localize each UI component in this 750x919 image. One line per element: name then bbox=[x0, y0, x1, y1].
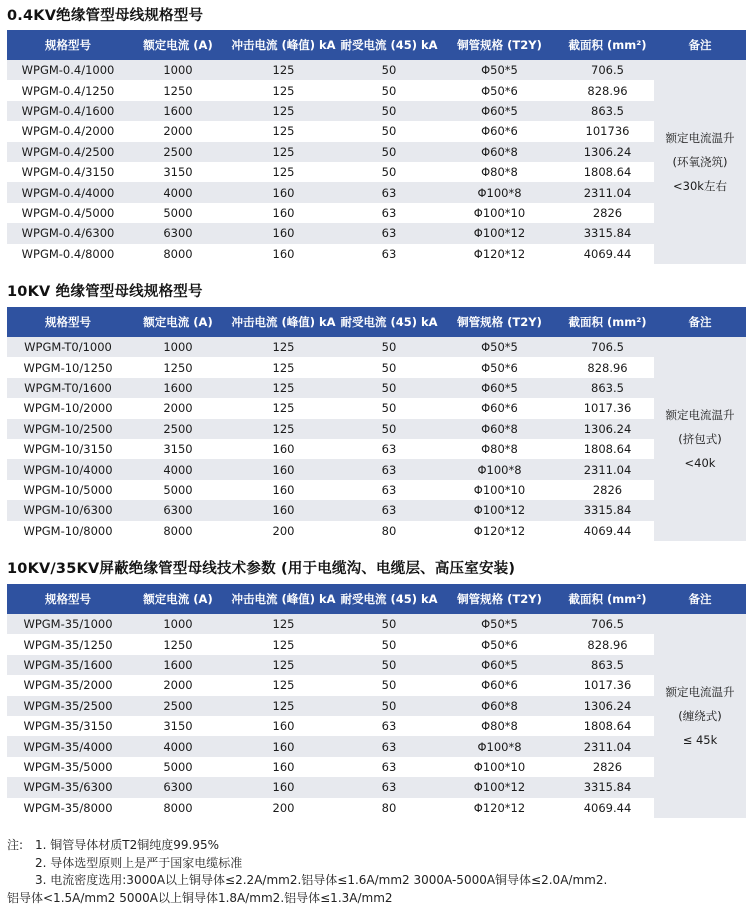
table-cell: 2000 bbox=[129, 675, 227, 695]
column-header: 冲击电流 (峰值) kA bbox=[227, 307, 340, 337]
table-cell: 4069.44 bbox=[561, 798, 654, 818]
table-cell: 125 bbox=[227, 655, 340, 675]
table-row bbox=[7, 439, 746, 459]
remark-line: 额定电流温升 bbox=[665, 407, 735, 422]
table-cell: 50 bbox=[340, 419, 438, 439]
table-cell: WPGM-0.4/1000 bbox=[7, 60, 129, 80]
table-cell: 863.5 bbox=[561, 378, 654, 398]
table-cell: 125 bbox=[227, 378, 340, 398]
table-cell: 1600 bbox=[129, 378, 227, 398]
spec-table bbox=[7, 584, 746, 818]
table-cell: WPGM-35/3150 bbox=[7, 716, 129, 736]
table-row bbox=[7, 101, 746, 121]
table-cell: 3315.84 bbox=[561, 500, 654, 520]
table-cell: 200 bbox=[227, 798, 340, 818]
table-cell: 160 bbox=[227, 244, 340, 264]
table-row bbox=[7, 696, 746, 716]
table-row bbox=[7, 121, 746, 141]
column-header: 截面积 (mm²) bbox=[561, 307, 654, 337]
table-cell: 1250 bbox=[129, 80, 227, 100]
notes-label: 注: bbox=[7, 838, 24, 852]
remark-line: (缠绕式) bbox=[678, 708, 722, 723]
table-cell: WPGM-35/2000 bbox=[7, 675, 129, 695]
table-cell: 1000 bbox=[129, 60, 227, 80]
remark-line: 额定电流温升 bbox=[665, 130, 735, 145]
table-cell: 63 bbox=[340, 439, 438, 459]
table-cell: 1306.24 bbox=[561, 696, 654, 716]
table-row bbox=[7, 142, 746, 162]
note-item: 铝导体<1.5A/mm2 5000A以上铜导体1.8A/mm2.铝导体≤1.3A/mm2 bbox=[7, 890, 393, 905]
table-row bbox=[7, 398, 746, 418]
table-cell: 125 bbox=[227, 357, 340, 377]
remark-line: ≤ 45k bbox=[682, 732, 718, 747]
table-cell: 3150 bbox=[129, 439, 227, 459]
table-cell: 50 bbox=[340, 655, 438, 675]
table-row bbox=[7, 675, 746, 695]
table-cell: WPGM-35/4000 bbox=[7, 736, 129, 756]
table-cell: 863.5 bbox=[561, 655, 654, 675]
remark-line: <40k bbox=[684, 455, 716, 470]
table-cell: Φ100*12 bbox=[438, 500, 561, 520]
section-title: 10KV 绝缘管型母线规格型号 bbox=[7, 284, 203, 300]
table-row bbox=[7, 244, 746, 264]
table-cell: 6300 bbox=[129, 500, 227, 520]
table-cell: 828.96 bbox=[561, 634, 654, 654]
column-header: 规格型号 bbox=[7, 307, 129, 337]
table-cell: 160 bbox=[227, 777, 340, 797]
table-cell: WPGM-T0/1000 bbox=[7, 337, 129, 357]
table-cell: 1600 bbox=[129, 101, 227, 121]
table-cell: 1000 bbox=[129, 337, 227, 357]
table-cell: 2500 bbox=[129, 142, 227, 162]
table-cell: 50 bbox=[340, 696, 438, 716]
table-cell: Φ100*8 bbox=[438, 182, 561, 202]
table-cell: Φ60*8 bbox=[438, 142, 561, 162]
table-cell: 63 bbox=[340, 182, 438, 202]
table-cell: WPGM-0.4/1250 bbox=[7, 80, 129, 100]
table-row bbox=[7, 459, 746, 479]
table-cell: 3315.84 bbox=[561, 777, 654, 797]
column-header: 铜管规格 (T2Y) bbox=[438, 584, 561, 614]
table-cell: 125 bbox=[227, 696, 340, 716]
table-cell: 4069.44 bbox=[561, 244, 654, 264]
column-header: 耐受电流 (45) kA bbox=[340, 584, 438, 614]
table-row bbox=[7, 634, 746, 654]
table-cell: 160 bbox=[227, 757, 340, 777]
table-cell: 2826 bbox=[561, 203, 654, 223]
table-cell: 2500 bbox=[129, 419, 227, 439]
column-header: 备注 bbox=[654, 307, 746, 337]
table-header-row bbox=[7, 307, 746, 337]
table-cell: 50 bbox=[340, 162, 438, 182]
table-cell: 63 bbox=[340, 736, 438, 756]
column-header: 冲击电流 (峰值) kA bbox=[227, 30, 340, 60]
table-cell: Φ50*6 bbox=[438, 80, 561, 100]
table-cell: 63 bbox=[340, 223, 438, 243]
table-cell: 2000 bbox=[129, 398, 227, 418]
remark-line: (挤包式) bbox=[678, 431, 722, 446]
column-header: 规格型号 bbox=[7, 30, 129, 60]
table-cell: 50 bbox=[340, 357, 438, 377]
table-cell: 1600 bbox=[129, 655, 227, 675]
table-cell: WPGM-35/1000 bbox=[7, 614, 129, 634]
table-cell: WPGM-10/8000 bbox=[7, 521, 129, 541]
table-cell: 160 bbox=[227, 459, 340, 479]
table-cell: 63 bbox=[340, 480, 438, 500]
table-cell: WPGM-0.4/4000 bbox=[7, 182, 129, 202]
table-cell: 3315.84 bbox=[561, 223, 654, 243]
table-cell: 8000 bbox=[129, 521, 227, 541]
table-cell: Φ100*10 bbox=[438, 757, 561, 777]
table-cell: 125 bbox=[227, 614, 340, 634]
table-row bbox=[7, 716, 746, 736]
table-cell: 50 bbox=[340, 378, 438, 398]
table-cell: Φ120*12 bbox=[438, 798, 561, 818]
table-cell: WPGM-0.4/2500 bbox=[7, 142, 129, 162]
table-cell: 3150 bbox=[129, 716, 227, 736]
table-cell: Φ50*6 bbox=[438, 634, 561, 654]
table-row bbox=[7, 655, 746, 675]
table-row bbox=[7, 203, 746, 223]
table-cell: Φ50*5 bbox=[438, 60, 561, 80]
note-item: 2. 导体选型原则上是严于国家电缆标准 bbox=[35, 855, 243, 870]
table-cell: 160 bbox=[227, 480, 340, 500]
table-cell: 1017.36 bbox=[561, 675, 654, 695]
table-row bbox=[7, 480, 746, 500]
table-cell: 125 bbox=[227, 634, 340, 654]
table-cell: WPGM-10/5000 bbox=[7, 480, 129, 500]
table-row bbox=[7, 614, 746, 634]
column-header: 备注 bbox=[654, 30, 746, 60]
column-header: 额定电流 (A) bbox=[129, 30, 227, 60]
column-header: 备注 bbox=[654, 584, 746, 614]
table-cell: WPGM-T0/1600 bbox=[7, 378, 129, 398]
table-cell: Φ100*8 bbox=[438, 459, 561, 479]
table-cell: 50 bbox=[340, 675, 438, 695]
table-row bbox=[7, 357, 746, 377]
column-header: 规格型号 bbox=[7, 584, 129, 614]
table-cell: 160 bbox=[227, 716, 340, 736]
table-cell: Φ60*6 bbox=[438, 121, 561, 141]
table-cell: WPGM-35/1250 bbox=[7, 634, 129, 654]
table-row bbox=[7, 500, 746, 520]
table-row bbox=[7, 419, 746, 439]
table-cell: Φ100*10 bbox=[438, 480, 561, 500]
table-cell: 125 bbox=[227, 121, 340, 141]
table-row bbox=[7, 777, 746, 797]
column-header: 额定电流 (A) bbox=[129, 307, 227, 337]
table-cell: WPGM-0.4/3150 bbox=[7, 162, 129, 182]
table-cell: 5000 bbox=[129, 480, 227, 500]
table-cell: 63 bbox=[340, 244, 438, 264]
table-cell: 1250 bbox=[129, 357, 227, 377]
table-cell: WPGM-10/2000 bbox=[7, 398, 129, 418]
table-cell: 2000 bbox=[129, 121, 227, 141]
table-cell: 1000 bbox=[129, 614, 227, 634]
table-cell: 50 bbox=[340, 337, 438, 357]
table-cell: Φ60*5 bbox=[438, 378, 561, 398]
table-row bbox=[7, 736, 746, 756]
table-row bbox=[7, 757, 746, 777]
spec-table bbox=[7, 307, 746, 541]
table-cell: Φ80*8 bbox=[438, 162, 561, 182]
table-cell: 63 bbox=[340, 777, 438, 797]
table-cell: 125 bbox=[227, 60, 340, 80]
table-cell: WPGM-0.4/6300 bbox=[7, 223, 129, 243]
table-cell: 1808.64 bbox=[561, 162, 654, 182]
table-cell: 2311.04 bbox=[561, 459, 654, 479]
table-cell: WPGM-10/6300 bbox=[7, 500, 129, 520]
table-cell: 863.5 bbox=[561, 101, 654, 121]
table-cell: 4069.44 bbox=[561, 521, 654, 541]
table-row bbox=[7, 60, 746, 80]
table-cell: Φ50*5 bbox=[438, 614, 561, 634]
remark-line: 额定电流温升 bbox=[665, 684, 735, 699]
table-cell: WPGM-10/4000 bbox=[7, 459, 129, 479]
table-row bbox=[7, 80, 746, 100]
table-cell: 2826 bbox=[561, 480, 654, 500]
remark-line: <30k左右 bbox=[673, 178, 727, 193]
table-cell: Φ80*8 bbox=[438, 716, 561, 736]
table-cell: WPGM-0.4/5000 bbox=[7, 203, 129, 223]
table-cell: 2311.04 bbox=[561, 182, 654, 202]
table-cell: 50 bbox=[340, 101, 438, 121]
table-cell: 3150 bbox=[129, 162, 227, 182]
table-cell: 101736 bbox=[561, 121, 654, 141]
table-cell: 6300 bbox=[129, 223, 227, 243]
section-title: 10KV/35KV屏蔽绝缘管型母线技术参数 (用于电缆沟、电缆层、高压室安装) bbox=[7, 561, 516, 577]
table-cell: 50 bbox=[340, 60, 438, 80]
table-cell: 5000 bbox=[129, 203, 227, 223]
table-cell: 125 bbox=[227, 419, 340, 439]
table-cell: 160 bbox=[227, 439, 340, 459]
spec-table bbox=[7, 30, 746, 264]
remark-line: (环氧浇筑) bbox=[672, 154, 728, 169]
table-cell: WPGM-35/8000 bbox=[7, 798, 129, 818]
table-row bbox=[7, 182, 746, 202]
table-cell: 160 bbox=[227, 223, 340, 243]
table-cell: 80 bbox=[340, 798, 438, 818]
table-cell: 2500 bbox=[129, 696, 227, 716]
table-cell: 1306.24 bbox=[561, 142, 654, 162]
table-cell: 1017.36 bbox=[561, 398, 654, 418]
table-row bbox=[7, 521, 746, 541]
column-header: 额定电流 (A) bbox=[129, 584, 227, 614]
table-cell: 200 bbox=[227, 521, 340, 541]
table-row bbox=[7, 378, 746, 398]
table-cell: 1808.64 bbox=[561, 716, 654, 736]
table-cell: 125 bbox=[227, 337, 340, 357]
table-cell: 4000 bbox=[129, 182, 227, 202]
table-cell: 828.96 bbox=[561, 80, 654, 100]
column-header: 铜管规格 (T2Y) bbox=[438, 30, 561, 60]
table-cell: 63 bbox=[340, 203, 438, 223]
table-cell: 125 bbox=[227, 80, 340, 100]
table-cell: WPGM-35/2500 bbox=[7, 696, 129, 716]
table-cell: WPGM-10/1250 bbox=[7, 357, 129, 377]
table-cell: Φ60*8 bbox=[438, 696, 561, 716]
table-row bbox=[7, 798, 746, 818]
table-cell: 125 bbox=[227, 675, 340, 695]
table-cell: 706.5 bbox=[561, 60, 654, 80]
table-cell: Φ60*6 bbox=[438, 675, 561, 695]
table-cell: WPGM-0.4/2000 bbox=[7, 121, 129, 141]
table-cell: 125 bbox=[227, 162, 340, 182]
table-cell: Φ80*8 bbox=[438, 439, 561, 459]
table-cell: 160 bbox=[227, 182, 340, 202]
table-cell: WPGM-35/5000 bbox=[7, 757, 129, 777]
table-cell: WPGM-10/3150 bbox=[7, 439, 129, 459]
column-header: 冲击电流 (峰值) kA bbox=[227, 584, 340, 614]
table-cell: 1808.64 bbox=[561, 439, 654, 459]
table-cell: WPGM-10/2500 bbox=[7, 419, 129, 439]
note-item: 3. 电流密度选用:3000A以上铜导体≤2.2A/mm2.铝导体≤1.6A/mm2 3000A-5000A铜导体≤2.0A/mm2. bbox=[35, 873, 608, 887]
table-cell: 5000 bbox=[129, 757, 227, 777]
table-cell: WPGM-35/1600 bbox=[7, 655, 129, 675]
table-cell: Φ50*6 bbox=[438, 357, 561, 377]
table-cell: 63 bbox=[340, 459, 438, 479]
table-cell: WPGM-0.4/1600 bbox=[7, 101, 129, 121]
table-cell: 160 bbox=[227, 736, 340, 756]
table-header-row bbox=[7, 584, 746, 614]
table-cell: 1306.24 bbox=[561, 419, 654, 439]
table-cell: 125 bbox=[227, 101, 340, 121]
column-header: 截面积 (mm²) bbox=[561, 584, 654, 614]
table-cell: 63 bbox=[340, 716, 438, 736]
table-cell: 160 bbox=[227, 203, 340, 223]
column-header: 铜管规格 (T2Y) bbox=[438, 307, 561, 337]
table-cell: WPGM-0.4/8000 bbox=[7, 244, 129, 264]
table-cell: 1250 bbox=[129, 634, 227, 654]
table-cell: 706.5 bbox=[561, 614, 654, 634]
section-title: 0.4KV绝缘管型母线规格型号 bbox=[7, 8, 204, 24]
table-cell: Φ60*6 bbox=[438, 398, 561, 418]
table-cell: 50 bbox=[340, 142, 438, 162]
remark-cell bbox=[654, 614, 746, 818]
table-row bbox=[7, 223, 746, 243]
table-cell: 125 bbox=[227, 142, 340, 162]
table-cell: 706.5 bbox=[561, 337, 654, 357]
table-cell: Φ60*8 bbox=[438, 419, 561, 439]
table-cell: 2311.04 bbox=[561, 736, 654, 756]
table-cell: Φ100*10 bbox=[438, 203, 561, 223]
table-cell: 50 bbox=[340, 398, 438, 418]
remark-cell bbox=[654, 60, 746, 264]
table-cell: 50 bbox=[340, 80, 438, 100]
table-cell: 80 bbox=[340, 521, 438, 541]
note-item: 1. 铜管导体材质T2铜纯度99.95% bbox=[35, 838, 219, 852]
table-cell: 2826 bbox=[561, 757, 654, 777]
table-cell: Φ60*5 bbox=[438, 655, 561, 675]
table-cell: 160 bbox=[227, 500, 340, 520]
table-cell: 828.96 bbox=[561, 357, 654, 377]
table-cell: Φ50*5 bbox=[438, 337, 561, 357]
table-cell: Φ60*5 bbox=[438, 101, 561, 121]
table-cell: 4000 bbox=[129, 459, 227, 479]
table-cell: 8000 bbox=[129, 244, 227, 264]
table-cell: 4000 bbox=[129, 736, 227, 756]
table-cell: Φ100*12 bbox=[438, 223, 561, 243]
table-cell: 8000 bbox=[129, 798, 227, 818]
table-cell: Φ100*8 bbox=[438, 736, 561, 756]
table-row bbox=[7, 337, 746, 357]
table-cell: 6300 bbox=[129, 777, 227, 797]
table-cell: Φ120*12 bbox=[438, 521, 561, 541]
column-header: 截面积 (mm²) bbox=[561, 30, 654, 60]
table-cell: 50 bbox=[340, 614, 438, 634]
table-cell: 63 bbox=[340, 757, 438, 777]
table-cell: Φ120*12 bbox=[438, 244, 561, 264]
column-header: 耐受电流 (45) kA bbox=[340, 307, 438, 337]
table-header-row bbox=[7, 30, 746, 60]
table-cell: Φ100*12 bbox=[438, 777, 561, 797]
table-cell: 50 bbox=[340, 121, 438, 141]
table-cell: 63 bbox=[340, 500, 438, 520]
table-row bbox=[7, 162, 746, 182]
table-cell: WPGM-35/6300 bbox=[7, 777, 129, 797]
table-cell: 125 bbox=[227, 398, 340, 418]
table-cell: 50 bbox=[340, 634, 438, 654]
column-header: 耐受电流 (45) kA bbox=[340, 30, 438, 60]
remark-cell bbox=[654, 337, 746, 541]
